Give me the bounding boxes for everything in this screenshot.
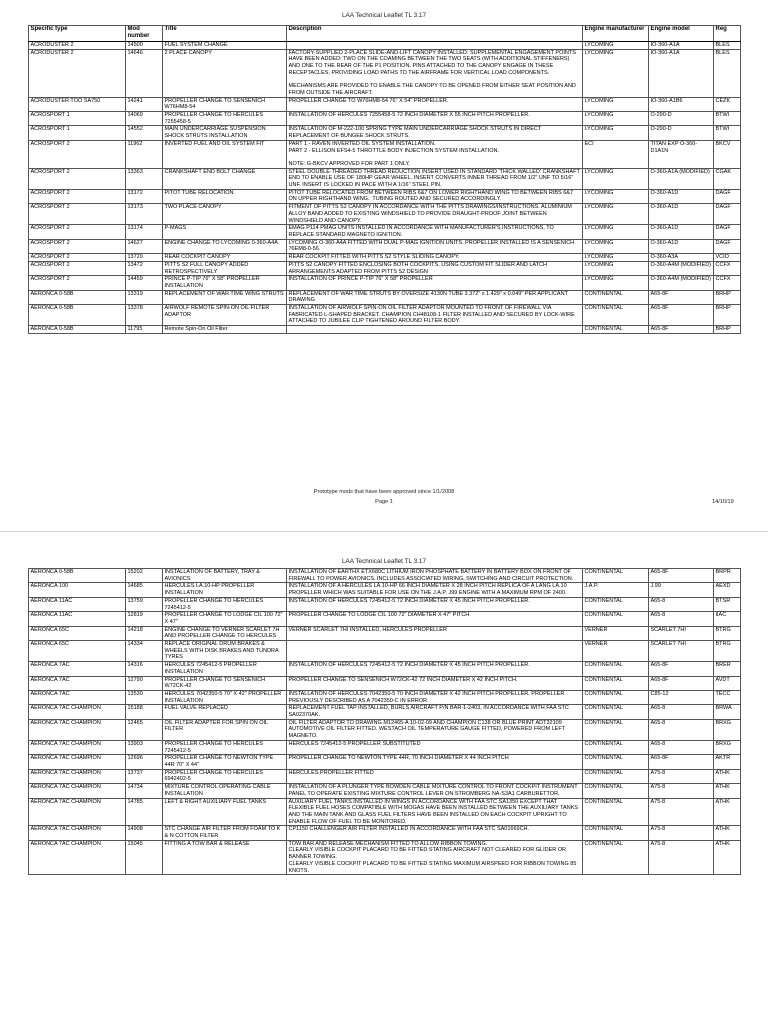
cell-mod-number: 15045 <box>126 840 163 875</box>
cell-engine-model: IO-360-A1B6 <box>649 97 714 111</box>
page-separator <box>0 531 768 532</box>
cell-description: PART 1 - RAVEN INVERTED OIL SYSTEM INSTALLATION. PART 2 - ELLISON EFS4-5 THROTTLE BODY INJECTION SYSTEM INSTALLATION. NOTE: G-BKCV APPROVED FOR PART 1 ONLY. <box>287 140 583 168</box>
cell-reg: BRPR <box>714 569 741 583</box>
cell-title: FITTING A TOW BAR & RELEASE <box>163 840 287 875</box>
cell-description: PITOT TUBE RELOCATED FROM BETWEEN RIBS 6&7 ON LOWER RIGHTHAND WING TO BETWEEN RIBS 6&7 ON UPPER RIGHTHAND WING. TUBING ROUTED AND SECURED ACCORDINGLY. <box>287 189 583 203</box>
cell-engine-manufacturer: CONTINENTAL <box>583 769 649 783</box>
cell-specific-type: ACRODUSTER 2 <box>29 49 126 97</box>
cell-description: OIL FILTER ADAPTOR TO DRAWING M12465-A 10-02-09 AND CHAMPION C138 OR BLUE PRINT ADT32109 AUTOMOTIVE OIL FILTER FITTED. WESTACH OIL TEMPERATURE GAUGE FITTED, POWERED FROM LEFT MAGNETO. <box>287 719 583 740</box>
cell-engine-model: J.99 <box>649 583 714 597</box>
cell-engine-model: IO-360-A1A <box>649 42 714 50</box>
cell-mod-number: 14685 <box>126 583 163 597</box>
cell-specific-type: ACROSPORT 2 <box>29 204 126 225</box>
cell-reg: IIAC <box>714 612 741 626</box>
table-row <box>29 569 741 583</box>
table-row <box>29 97 741 111</box>
cell-mod-number: 14785 <box>126 798 163 826</box>
cell-mod-number: 14500 <box>126 42 163 50</box>
cell-engine-manufacturer: CONTINENTAL <box>583 612 649 626</box>
cell-title: HERCULES 7245412-5 PROPELLER INSTALLATION <box>163 662 287 676</box>
table-row <box>29 126 741 140</box>
cell-specific-type: AERONCA 7AC <box>29 662 126 676</box>
cell-title: INVERTED FUEL AND OIL SYSTEM FIT <box>163 140 287 168</box>
table-row <box>29 612 741 626</box>
cell-reg: AVDT <box>714 676 741 690</box>
table-row <box>29 254 741 262</box>
cell-specific-type: ACROSPORT 1 <box>29 112 126 126</box>
table-row <box>29 49 741 97</box>
cell-description: TOW BAR AND RELEASE MECHANISM FITTED TO ALLOW RIBBON TOWING. CLEARLY VISIBLE COCKPIT PLACARD TO BE FITTED STATING AIRCRAFT NOT CLEARED FOR GLIDER OR BANNER TOWING. CLEARLY VISIBLE COCKPIT PLACARD TO BE FITTED STATING MAXIMUM AIRSPEED FOR RIBBON TOWING 85 KNOTS. <box>287 840 583 875</box>
cell-specific-type: ACROSPORT 2 <box>29 239 126 253</box>
cell-specific-type: AERONCA 0-58B <box>29 326 126 334</box>
cell-reg: ATHK <box>714 798 741 826</box>
cell-specific-type: ACROSPORT 2 <box>29 189 126 203</box>
cell-title: ENGINE CHANGE TO VERNER SCARLET 7H AND PROPELLER CHANGE TO HERCULES <box>163 626 287 640</box>
cell-engine-model: C85-12 <box>649 690 714 704</box>
cell-title: TWO PLACE CANOPY <box>163 204 287 225</box>
cell-engine-manufacturer: CONTINENTAL <box>583 784 649 798</box>
table-row <box>29 597 741 611</box>
cell-description: PITTS S2 CANOPY FITTED ENCLOSING BOTH COCKPITS, USING CUSTOM FIT SLIDER AND LATCH ARRANGEMENTS ADAPTED FROM PITTS S2 DESIGN <box>287 261 583 275</box>
cell-description: LYCOMING O-360-A4A FITTED WITH DUAL P-MAG IGNITION UNITS. PROPELLER INSTALLED IS A SENSENICH 76EM8-0-56. <box>287 239 583 253</box>
cell-engine-manufacturer: CONTINENTAL <box>583 662 649 676</box>
cell-title: AIRWOLF REMOTE SPIN-ON OIL FILTER ADAPTOR <box>163 305 287 326</box>
cell-engine-manufacturer: CONTINENTAL <box>583 840 649 875</box>
cell-mod-number: 13720 <box>126 254 163 262</box>
cell-engine-model: O-360-A4M (MODIFIED) <box>649 261 714 275</box>
cell-description: INSTALLATION OF HERCULES 7255458-5 72 INCH DIAMETER X 55 INCH PITCH PROPELLER. <box>287 112 583 126</box>
cell-title: Remote Spin-On Oil Filter <box>163 326 287 334</box>
cell-engine-manufacturer: LYCOMING <box>583 276 649 290</box>
cell-engine-model: A65-8F <box>649 676 714 690</box>
cell-description: HERCULES 7245412-5 PROPELLER SUBSTITUTED <box>287 740 583 754</box>
cell-engine-model: O-360-A1A (MODIFIED) <box>649 168 714 189</box>
cell-mod-number: 14316 <box>126 662 163 676</box>
table-row <box>29 305 741 326</box>
cell-engine-manufacturer: LYCOMING <box>583 126 649 140</box>
cell-specific-type: AERONCA 7AC <box>29 676 126 690</box>
cell-specific-type: ACROSPORT 2 <box>29 254 126 262</box>
cell-reg: BTWI <box>714 126 741 140</box>
cell-description: INSTALLATION OF HERCULES 7245412-5 72 INCH DIAMETER X 45 INCH PITCH PROPELLER. <box>287 662 583 676</box>
cell-reg: BRHP <box>714 326 741 334</box>
cell-title: PITOT TUBE RELOCATION <box>163 189 287 203</box>
cell-engine-model: SCARLET 7HI <box>649 641 714 662</box>
footer-date: 14/10/19 <box>712 499 734 505</box>
cell-engine-model: O-360-A3A <box>649 254 714 262</box>
table-row <box>29 583 741 597</box>
cell-specific-type: ACROSPORT 2 <box>29 276 126 290</box>
cell-engine-manufacturer: LYCOMING <box>583 239 649 253</box>
cell-mod-number: 12696 <box>126 755 163 769</box>
cell-title: 2 PLACE CANOPY <box>163 49 287 97</box>
cell-mod-number: 11795 <box>126 326 163 334</box>
cell-specific-type: AERONCA 7AC <box>29 690 126 704</box>
cell-description: INSTALLATION OF A HERCULES LA.10-HP 66 INCH DIAMETER X 28 INCH PITCH REPLICA OF A LANG LA.10 PROPELLER WHICH WAS SUITABLE FOR USE ON THE J.A.P. J99 ENGINE WITH A MAXIMUM RPM OF 2400. <box>287 583 583 597</box>
table-row <box>29 740 741 754</box>
cell-specific-type: AERONCA 0-58B <box>29 569 126 583</box>
modifications-table <box>28 25 741 334</box>
table-row <box>29 705 741 719</box>
table-row <box>29 662 741 676</box>
cell-mod-number: 12790 <box>126 676 163 690</box>
cell-mod-number: 13903 <box>126 740 163 754</box>
cell-reg: CCFX <box>714 261 741 275</box>
cell-description: PROPELLER CHANGE TO NEWTON TYPE 44R, 70 INCH DIAMETER X 44 INCH PITCH <box>287 755 583 769</box>
cell-engine-model: A75-8 <box>649 769 714 783</box>
page-number: Page 1 <box>375 499 393 505</box>
cell-title: PROPELLER CHANGE TO HERCULES 7245412-5 <box>163 740 287 754</box>
table-header-row <box>29 26 741 42</box>
cell-description: INSTALLATION OF PRINCE P-TIP 76" X 58" PROPELLER <box>287 276 583 290</box>
cell-engine-model: SCARLET 7HI <box>649 626 714 640</box>
cell-specific-type: AERONCA 11AC <box>29 612 126 626</box>
cell-specific-type: AERONCA 7AC CHAMPION <box>29 840 126 875</box>
cell-specific-type: AERONCA 7AC CHAMPION <box>29 755 126 769</box>
cell-mod-number: 14552 <box>126 126 163 140</box>
cell-description <box>287 641 583 662</box>
cell-specific-type: AERONCA 7AC CHAMPION <box>29 740 126 754</box>
header-specific-type: Specific type <box>29 26 126 42</box>
cell-engine-manufacturer: CONTINENTAL <box>583 705 649 719</box>
cell-title: PROPELLER CHANGE TO HERCULES 7255458-5 <box>163 112 287 126</box>
cell-reg: DAGF <box>714 204 741 225</box>
cell-reg: BRXG <box>714 719 741 740</box>
cell-mod-number: 13737 <box>126 769 163 783</box>
cell-title: PROPELLER CHANGE TO HERCULES 6942402-5 <box>163 769 287 783</box>
cell-mod-number: 11962 <box>126 140 163 168</box>
cell-specific-type: ACROSPORT 2 <box>29 140 126 168</box>
cell-engine-model: O-360-A1D <box>649 225 714 239</box>
cell-mod-number: 14069 <box>126 112 163 126</box>
cell-engine-manufacturer: LYCOMING <box>583 204 649 225</box>
table-row <box>29 276 741 290</box>
cell-description <box>287 326 583 334</box>
cell-description: INSTALLATION OF AIRWOLF SPIN-ON OIL FILTER ADAPTOR MOUNTED TO FRONT OF FIREWALL VIA FABRICATED L-SHAPED BRACKET. CHAMPION CH48108-1 FILTER INSTALLED AND SECURED BY LOCK-WIRE ATTACHED TO JUBILEE CLIP TIGHTENED AROUND FILTER BODY. <box>287 305 583 326</box>
cell-engine-manufacturer: LYCOMING <box>583 112 649 126</box>
cell-reg: BTRG <box>714 641 741 662</box>
cell-reg: BLES <box>714 49 741 97</box>
cell-specific-type: ACRODUSTER 2 <box>29 42 126 50</box>
cell-title: CRANKSHAFT END BOLT CHANGE <box>163 168 287 189</box>
cell-mod-number: 13172 <box>126 189 163 203</box>
cell-engine-model: A75-8 <box>649 784 714 798</box>
cell-engine-model: O-360-A1D <box>649 204 714 225</box>
cell-mod-number: 14459 <box>126 276 163 290</box>
cell-reg: BRXG <box>714 740 741 754</box>
cell-description: INSTALLATION OF HERCULES 7042350-5 70 INCH DIAMETER X 42 INCH PITCH PROPELLER. PROPELLER PREVIOUSLY DESCRIBED AS A 7042350-C IN ERROR. <box>287 690 583 704</box>
cell-mod-number: 14218 <box>126 626 163 640</box>
cell-title: PROPELLER CHANGE TO SENSENICH W72CK-42 <box>163 676 287 690</box>
cell-reg: BTRG <box>714 626 741 640</box>
cell-title: PROPELLER CHANGE TO SENSENICH W76HM8-54 <box>163 97 287 111</box>
cell-mod-number: 14627 <box>126 239 163 253</box>
cell-specific-type: ACROSPORT 2 <box>29 225 126 239</box>
cell-title: REPLACEMENT OF WAR TIME WING STRUTS <box>163 290 287 304</box>
table-row <box>29 204 741 225</box>
table-row <box>29 719 741 740</box>
cell-reg: VCIO <box>714 254 741 262</box>
table-row <box>29 641 741 662</box>
cell-reg: BLES <box>714 42 741 50</box>
table-row <box>29 225 741 239</box>
cell-title: PROPELLER CHANGE TO HERCULES 7245412-5 <box>163 597 287 611</box>
cell-engine-manufacturer: CONTINENTAL <box>583 690 649 704</box>
cell-engine-manufacturer: CONTINENTAL <box>583 569 649 583</box>
cell-mod-number: 13174 <box>126 225 163 239</box>
cell-engine-manufacturer: CONTINENTAL <box>583 597 649 611</box>
cell-reg: BRHP <box>714 290 741 304</box>
cell-title: MIXTURE CONTROL OPERATING CABLE INSTALLATION <box>163 784 287 798</box>
cell-description: STEEL DOUBLE-THREADED THREAD REDUCTION INSERT USED IN STANDARD 'THICK WALLED' CRANKSHAFT END TO ENABLE USE OF 180HP GEAR WHEEL. INSERT CONVERTS INNER THREAD FROM 1/2" UNF TO 5/16" UNF. INSERT IS LOCKED IN PACE WITH A 1/16" STEEL PIN. <box>288 168 582 189</box>
cell-engine-manufacturer: LYCOMING <box>583 97 649 111</box>
cell-description: PROPELLER CHANGE TO W76HM8-54 76" X 54" PROPELLER. <box>287 97 583 111</box>
cell-reg: BKCV <box>714 140 741 168</box>
header-reg: Reg <box>714 26 741 42</box>
cell-title: HERCULES 7042350-5 70" X 42" PROPELLER INSTALLATION <box>163 690 287 704</box>
cell-engine-model: A65-8 <box>649 719 714 740</box>
cell-specific-type: AERONCA 0-58B <box>29 305 126 326</box>
footer-note: Prototype mods that have been approved since 1/1/2008 <box>313 489 455 495</box>
cell-engine-manufacturer: LYCOMING <box>583 42 649 50</box>
cell-engine-manufacturer: LYCOMING <box>583 49 649 97</box>
cell-mod-number: 13378 <box>126 305 163 326</box>
cell-description: REPLACEMENT FUEL TAP INSTALLED, BURLS AIRCRAFT P/N BAR-1-2403, IN ACCORDANCE WITH FAA STC SA02370AK. <box>287 705 583 719</box>
cell-reg: CCFX <box>714 276 741 290</box>
cell-engine-manufacturer: CONTINENTAL <box>583 290 649 304</box>
cell-specific-type: AERONCA 65C <box>29 626 126 640</box>
header-title: Title <box>163 26 287 42</box>
cell-specific-type: AERONCA 100 <box>29 583 126 597</box>
cell-mod-number: 13530 <box>126 690 163 704</box>
cell-engine-model: TITAN EXP O-360-D1A1N <box>649 140 714 168</box>
cell-description: VERNER SCARLET 7HI INSTALLED, HERCULES PROPELLER <box>287 626 583 640</box>
cell-reg: CGAK <box>714 168 741 189</box>
cell-specific-type: AERONCA 7AC CHAMPION <box>29 705 126 719</box>
cell-reg: DAGF <box>714 189 741 203</box>
cell-engine-model: O-360-A1D <box>649 239 714 253</box>
cell-engine-model: A65-8 <box>649 612 714 626</box>
cell-title: REAR COCKPIT CANOPY <box>163 254 287 262</box>
cell-description: INSTALLATION OF M-222-100 SPRING TYPE MAIN UNDERCARRIAGE SHOCK STRUTS IN DIRECT REPLACEMENT OF BUNGEE SHOCK STRUTS. <box>287 126 583 140</box>
cell-reg: ATHK <box>714 826 741 840</box>
table-row <box>29 626 741 640</box>
cell-description: PROPELLER CHANGE TO SENSENICH W72CK-42 72 INCH DIAMETER X 42 INCH PITCH. <box>287 676 583 690</box>
header-mod-number: Mod number <box>126 26 163 42</box>
cell-reg: TECC <box>714 690 741 704</box>
table-row <box>29 769 741 783</box>
cell-engine-model: A65-8 <box>649 705 714 719</box>
cell-title: OIL FILTER ADAPTER FOR SPIN ON OIL FILTER <box>163 719 287 740</box>
cell-title: STC CHANGE AIR FILTER FROM FOAM TO K & N COTTON FILTER <box>163 826 287 840</box>
cell-mod-number: 15188 <box>126 705 163 719</box>
cell-description: AUXILIARY FUEL TANKS INSTALLED IN WINGS IN ACCORDANCE WITH FAA STC SA1350 EXCEPT THAT FLEXIBLE FUEL HOSES COMPATIBLE WITH MOGAS HAVE BEEN INSTALLED BETWEEN THE AUXILIARY TANKS AND THE MAIN TANK AND GLASS FUEL FILTERS HAVE BEEN INSTALLED ON EACH COCKPIT UPRIGHT TO ENABLE FLOW OF FUEL TO BE MONITORED. <box>287 798 583 826</box>
table-row <box>29 784 741 798</box>
cell-specific-type: ACROSPORT 1 <box>29 126 126 140</box>
cell-title: ENGINE CHANGE TO LYCOMING 0-360-A4A <box>163 239 287 253</box>
modifications-table <box>28 568 741 875</box>
cell-mod-number: 14734 <box>126 784 163 798</box>
cell-title: PROPELLER CHANGE TO NEWTON TYPE 44R 70" X 44" <box>163 755 287 769</box>
cell-reg: ATHK <box>714 840 741 875</box>
cell-title: FUEL VALVE REPLACED <box>163 705 287 719</box>
cell-engine-manufacturer: CONTINENTAL <box>583 676 649 690</box>
cell-mod-number: 14334 <box>126 641 163 662</box>
cell-description: PROPELLER CHANGE TO LODGE CIL 100 72" DIAMETER X 47" PITCH. <box>287 612 583 626</box>
cell-engine-model: A65-8F <box>649 326 714 334</box>
cell-title: PROPELLER CHANGE TO LODGE CIL 100 72" X 47" <box>163 612 287 626</box>
table-row <box>29 326 741 334</box>
cell-reg: ATHK <box>714 769 741 783</box>
cell-engine-model: A65-8F <box>649 305 714 326</box>
table-row <box>29 826 741 840</box>
cell-engine-model: O-290-D <box>649 112 714 126</box>
cell-description: REPLACEMENT OF WAR TIME STRUTS BY OVERSIZE 4130N TUBE 3.372" x 1.429" x 0.049" PER APPLICANT DRAWING <box>287 290 583 304</box>
cell-mod-number: 12819 <box>126 612 163 626</box>
cell-mod-number: 14646 <box>126 49 163 97</box>
cell-description: INSTALLATION OF EARTHX ETX680C LITHIUM IRON PHOSPHATE BATTERY IN BATTERY BOX ON FRONT OF FIREWALL TO POWER AVIONICS. INCLUDES ASSOCIATED WIRING, SWITCHING AND CIRCUIT PROTECTION. <box>287 569 583 583</box>
cell-mod-number: 13319 <box>126 290 163 304</box>
cell-title: FUEL SYSTEM CHANGE <box>163 42 287 50</box>
cell-description: FITMENT OF PITTS S2 CANOPY IN ACCORDANCE WITH THE PITTS DRAWINGS/INSTRUCTIONS. ALUMINIUM ALLOY BAND ADDED TO EXISTING WINDSHIELD TO PROVIDE DRAUGHT-PROOF JOINT BETWEEN WINDSHIELD AND CANOPY. <box>287 204 583 225</box>
table-row <box>29 261 741 275</box>
cell-engine-manufacturer: CONTINENTAL <box>583 826 649 840</box>
cell-reg: CEZK <box>714 97 741 111</box>
table-row <box>29 168 741 189</box>
cell-engine-model: A65-8 <box>649 740 714 754</box>
cell-description: CP1150 CHALLENGER AIR FILTER INSTALLED IN ACCORDANCE WITH FAA STC SA01669CH. <box>287 826 583 840</box>
cell-reg: BRWA <box>714 705 741 719</box>
cell-engine-model: A65-8F <box>649 569 714 583</box>
header-description: Description <box>287 26 583 42</box>
cell-reg: DAGF <box>714 225 741 239</box>
cell-description: INSTALLATION OF A PLUNGER TYPE BOWDEN CABLE MIXTURE CONTROL TO FRONT COCKPIT INSTRUMENT PANEL TO OPERATE EXISTING MIXTURE CONTROL LEVER ON STROMBERG NA-S3A1 CARBURETTOR. <box>287 784 583 798</box>
cell-title: LEFT & RIGHT AUXILIARY FUEL TANKS <box>163 798 287 826</box>
cell-engine-manufacturer: VERNER <box>583 641 649 662</box>
cell-specific-type: AERONCA 65C <box>29 641 126 662</box>
cell-reg: ATHK <box>714 784 741 798</box>
cell-reg: AKTR <box>714 755 741 769</box>
cell-engine-manufacturer: CONTINENTAL <box>583 326 649 334</box>
document-page-2 <box>0 546 768 1024</box>
cell-description: INSTALLATION OF HERCULES 7245412-5 72 INCH DIAMETER X 45 INCH PITCH PROPELLER. <box>287 597 583 611</box>
cell-description: EMAG P114 PMAG UNITS INSTALLED IN ACCORDANCE WITH MANUFACTURER'S INSTRUCTIONS, TO REPLACE STANDARD MAGNETO IGNITION. <box>287 225 583 239</box>
cell-specific-type: AERONCA 7AC CHAMPION <box>29 826 126 840</box>
cell-engine-manufacturer: LYCOMING <box>583 254 649 262</box>
cell-title: P-MAGS <box>163 225 287 239</box>
cell-title: INSTALLATION OF BATTERY, TRAY & AVIONICS <box>163 569 287 583</box>
table-row <box>29 290 741 304</box>
table-row <box>29 798 741 826</box>
cell-specific-type: ACRODUSTER TOO SA750 <box>29 97 126 111</box>
cell-title: MAIN UNDERCARRIAGE SUSPENSION SHOCK STRUTS INSTALLATION <box>163 126 287 140</box>
table-row <box>29 112 741 126</box>
cell-specific-type: ACROSPORT 2 <box>29 261 126 275</box>
cell-engine-model: A75-8 <box>649 826 714 840</box>
header-engine-model: Engine model <box>649 26 714 42</box>
document-title: LAA Technical Leaflet TL 3.17 <box>341 12 427 19</box>
table-row <box>29 189 741 203</box>
cell-mod-number: 13472 <box>126 261 163 275</box>
cell-engine-manufacturer: LYCOMING <box>583 261 649 275</box>
cell-mod-number: 13363 <box>126 168 163 189</box>
cell-engine-manufacturer: ECI <box>583 140 649 168</box>
cell-title: REPLACE ORIGINAL DRUM BRAKES & WHEELS WITH DISK BRAKES AND TUNDRA TYRES <box>163 641 287 662</box>
cell-specific-type: ACROSPORT 2 <box>29 168 126 189</box>
cell-engine-model: IO-360-A1A <box>649 49 714 97</box>
table-row <box>29 42 741 50</box>
cell-reg: DAGF <box>714 239 741 253</box>
cell-engine-manufacturer: CONTINENTAL <box>583 740 649 754</box>
cell-description: HERCULES PROPELLER FITTED <box>287 769 583 783</box>
table-row <box>29 140 741 168</box>
cell-reg: BRHP <box>714 305 741 326</box>
cell-engine-model: O-290-D <box>649 126 714 140</box>
cell-title: PRINCE P-TIP 76" X 58" PROPELLER INSTALLATION <box>163 276 287 290</box>
cell-description <box>287 42 583 50</box>
cell-mod-number: 15202 <box>126 569 163 583</box>
cell-engine-manufacturer: CONTINENTAL <box>583 798 649 826</box>
cell-specific-type: AERONCA 0-58B <box>29 290 126 304</box>
table-row <box>29 239 741 253</box>
cell-reg: BTWI <box>714 112 741 126</box>
cell-engine-manufacturer: VERNER <box>583 626 649 640</box>
cell-engine-manufacturer: CONTINENTAL <box>583 305 649 326</box>
table-row <box>29 676 741 690</box>
cell-engine-manufacturer: J.A.P. <box>583 583 649 597</box>
cell-engine-model: A65-8F <box>649 755 714 769</box>
cell-specific-type: AERONCA 7AC CHAMPION <box>29 798 126 826</box>
cell-engine-model: A75-8 <box>649 840 714 875</box>
cell-specific-type: AERONCA 7AC CHAMPION <box>29 719 126 740</box>
cell-title: PITTS S2 FULL CANOPY ADDED RETROSPECTIVELY <box>163 261 287 275</box>
cell-description: REAR COCKPIT FITTED WITH PITTS S2 STYLE SLIDING CANOPY. <box>287 254 583 262</box>
table-row <box>29 840 741 875</box>
cell-reg: BTSR <box>714 597 741 611</box>
cell-mod-number: 13173 <box>126 204 163 225</box>
cell-engine-model: O-360-A1D <box>649 189 714 203</box>
cell-engine-model: O-360-A4M (MODIFIED) <box>649 276 714 290</box>
cell-specific-type: AERONCA 11AC <box>29 597 126 611</box>
cell-reg: BRER <box>714 662 741 676</box>
document-title: LAA Technical Leaflet TL 3.17 <box>341 558 427 565</box>
cell-engine-manufacturer: LYCOMING <box>583 189 649 203</box>
header-engine-manufacturer: Engine manufacturer <box>583 26 649 42</box>
cell-engine-manufacturer: CONTINENTAL <box>583 755 649 769</box>
cell-engine-manufacturer: LYCOMING <box>583 168 649 189</box>
table-row <box>29 690 741 704</box>
cell-engine-manufacturer: CONTINENTAL <box>583 719 649 740</box>
cell-title: HERCULES LA.10-HP PROPELLER INSTALLATION <box>163 583 287 597</box>
cell-mod-number: 13759 <box>126 597 163 611</box>
table-row <box>29 755 741 769</box>
cell-engine-model: A75-8 <box>649 798 714 826</box>
cell-mod-number: 14241 <box>126 97 163 111</box>
cell-reg: AEXD <box>714 583 741 597</box>
cell-engine-model: A65-8F <box>649 290 714 304</box>
cell-specific-type: AERONCA 7AC CHAMPION <box>29 769 126 783</box>
cell-engine-model: A65-8 <box>649 597 714 611</box>
cell-engine-manufacturer: LYCOMING <box>583 225 649 239</box>
cell-mod-number: 14908 <box>126 826 163 840</box>
cell-engine-model: A65-8F <box>649 662 714 676</box>
cell-specific-type: AERONCA 7AC CHAMPION <box>29 784 126 798</box>
cell-mod-number: 12465 <box>126 719 163 740</box>
cell-description: FACTORY-SUPPLIED 2-PLACE SLIDE-AND-LIFT CANOPY INSTALLED: SUPPLEMENTAL ENGAGEMENT POINTS HAVE BEEN ADDED: TWO ON THE COAMING BETWEEN THE TWO SEATS (WITH ADDITIONAL STIFFENERS) AND ONE TO THE REAR OF THE P1 POSITION. PINS ATTACHED TO THE CANOPY ENGAGE IN THESE RECEPTACLES, PROVIDING LOAD PATHS TO THE AIRFRAME FOR VERTICAL LOAD COMPONENTS. MECHANISMS ARE PROVIDED TO ENABLE THE CANOPY TO BE OPENED FROM EITHER SEAT POSITION AND FROM OUTSIDE THE AIRCRAFT. <box>287 49 583 97</box>
